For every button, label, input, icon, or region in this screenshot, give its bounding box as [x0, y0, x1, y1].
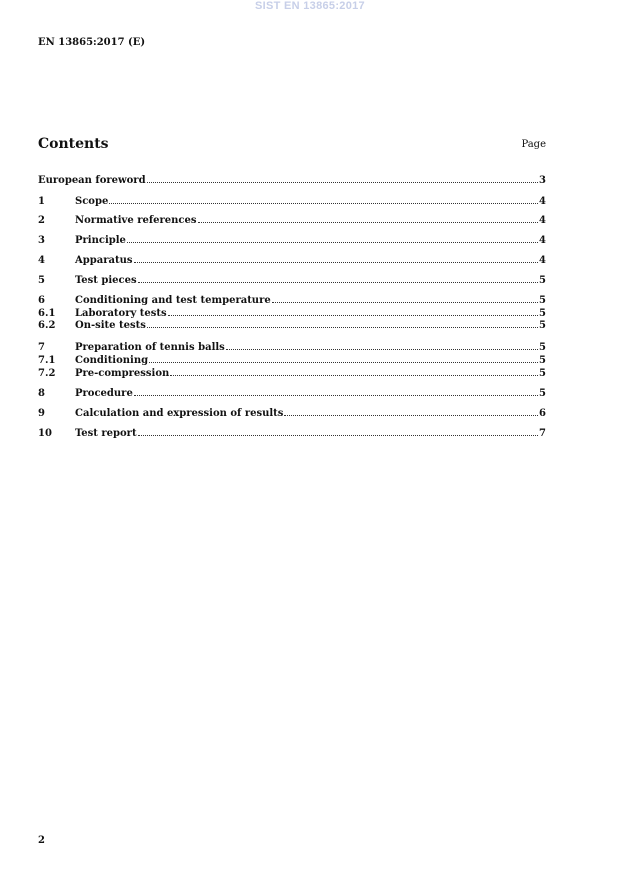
toc-entry-page: 5: [539, 320, 546, 331]
toc-entry-title: Conditioning and test temperature: [75, 295, 271, 306]
toc-entry-page: 5: [539, 388, 546, 399]
toc-entry-title: Laboratory tests: [75, 308, 167, 319]
toc-entry-page: 5: [539, 368, 546, 379]
toc-entry-principle[interactable]: [38, 234, 546, 247]
toc-entry-number: 5: [38, 275, 45, 286]
toc-entry-number: 8: [38, 388, 45, 399]
toc-dot-leader: [147, 319, 538, 328]
page-number: 2: [38, 835, 45, 846]
toc-entry-title: Pre-compression: [75, 368, 170, 379]
toc-entry-number: 4: [38, 255, 45, 266]
toc-entry-number: 9: [38, 408, 45, 419]
toc-dot-leader: [109, 195, 538, 204]
toc-entry-title: Normative references: [75, 215, 197, 226]
toc-dot-leader: [272, 294, 538, 303]
toc-dot-leader: [147, 174, 538, 183]
toc-entry-page: 3: [539, 175, 546, 186]
toc-dot-leader: [149, 354, 538, 363]
toc-entry-normative-references[interactable]: [38, 214, 546, 227]
toc-dot-leader: [170, 367, 538, 376]
toc-entry-test-report[interactable]: [38, 427, 546, 440]
toc-dot-leader: [284, 407, 538, 416]
toc-entry-number: 2: [38, 215, 45, 226]
toc-entry-on-site-tests[interactable]: [38, 319, 546, 332]
toc-entry-page: 5: [539, 342, 546, 353]
toc-dot-leader: [134, 254, 539, 263]
toc-entry-title: Test report: [75, 428, 137, 439]
toc-entry-title: Calculation and expression of results: [75, 408, 284, 419]
toc-entry-number: 7.2: [38, 368, 56, 379]
toc-entry-page: 4: [539, 255, 546, 266]
page-column-label: Page: [521, 139, 546, 150]
toc-entry-number: 10: [38, 428, 52, 439]
toc-entry-number: 3: [38, 235, 45, 246]
toc-entry-page: 4: [539, 196, 546, 207]
toc-dot-leader: [138, 427, 538, 436]
toc-entry-test-pieces[interactable]: [38, 274, 546, 287]
toc-entry-title: Apparatus: [75, 255, 133, 266]
toc-dot-leader: [134, 387, 538, 396]
toc-entry-scope[interactable]: [38, 195, 546, 208]
toc-entry-title: Principle: [75, 235, 126, 246]
toc-dot-leader: [127, 234, 538, 243]
toc-entry-procedure[interactable]: [38, 387, 546, 400]
toc-entry-number: 6: [38, 295, 45, 306]
toc-entry-title: European foreword: [38, 175, 146, 186]
toc-entry-conditioning-and-test-temperature[interactable]: [38, 294, 546, 307]
toc-entry-pre-compression[interactable]: [38, 367, 546, 380]
document-id: EN 13865:2017 (E): [38, 37, 146, 48]
toc-entry-page: 5: [539, 275, 546, 286]
toc-entry-page: 5: [539, 295, 546, 306]
toc-entry-title: Scope: [75, 196, 109, 207]
toc-entry-page: 4: [539, 215, 546, 226]
toc-entry-page: 7: [539, 428, 546, 439]
toc-entry-number: 6.2: [38, 320, 56, 331]
toc-entry-preparation-of-tennis-balls[interactable]: [38, 341, 546, 354]
toc-entry-title: Preparation of tennis balls: [75, 342, 225, 353]
toc-entry-title: On-site tests: [75, 320, 146, 331]
toc-entry-title: Test pieces: [75, 275, 137, 286]
toc-dot-leader: [226, 341, 538, 350]
toc-entry-number: 1: [38, 196, 45, 207]
toc-entry-apparatus[interactable]: [38, 254, 546, 267]
toc-entry-calculation-and-expression-of-results[interactable]: [38, 407, 546, 420]
toc-entry-page: 4: [539, 235, 546, 246]
toc-entry-european-foreword[interactable]: [38, 174, 546, 187]
toc-entry-number: 7.1: [38, 355, 56, 366]
toc-entry-page: 6: [539, 408, 546, 419]
toc-entry-number: 6.1: [38, 308, 56, 319]
toc-dot-leader: [168, 307, 538, 316]
contents-heading: Contents: [38, 136, 109, 152]
watermark-text: SIST EN 13865:2017: [255, 0, 365, 12]
toc-entry-title: Conditioning: [75, 355, 149, 366]
toc-entry-conditioning[interactable]: [38, 354, 546, 367]
toc-dot-leader: [198, 214, 539, 223]
toc-entry-number: 7: [38, 342, 45, 353]
toc-entry-page: 5: [539, 355, 546, 366]
toc-entry-title: Procedure: [75, 388, 133, 399]
toc-entry-page: 5: [539, 308, 546, 319]
toc-dot-leader: [138, 274, 538, 283]
